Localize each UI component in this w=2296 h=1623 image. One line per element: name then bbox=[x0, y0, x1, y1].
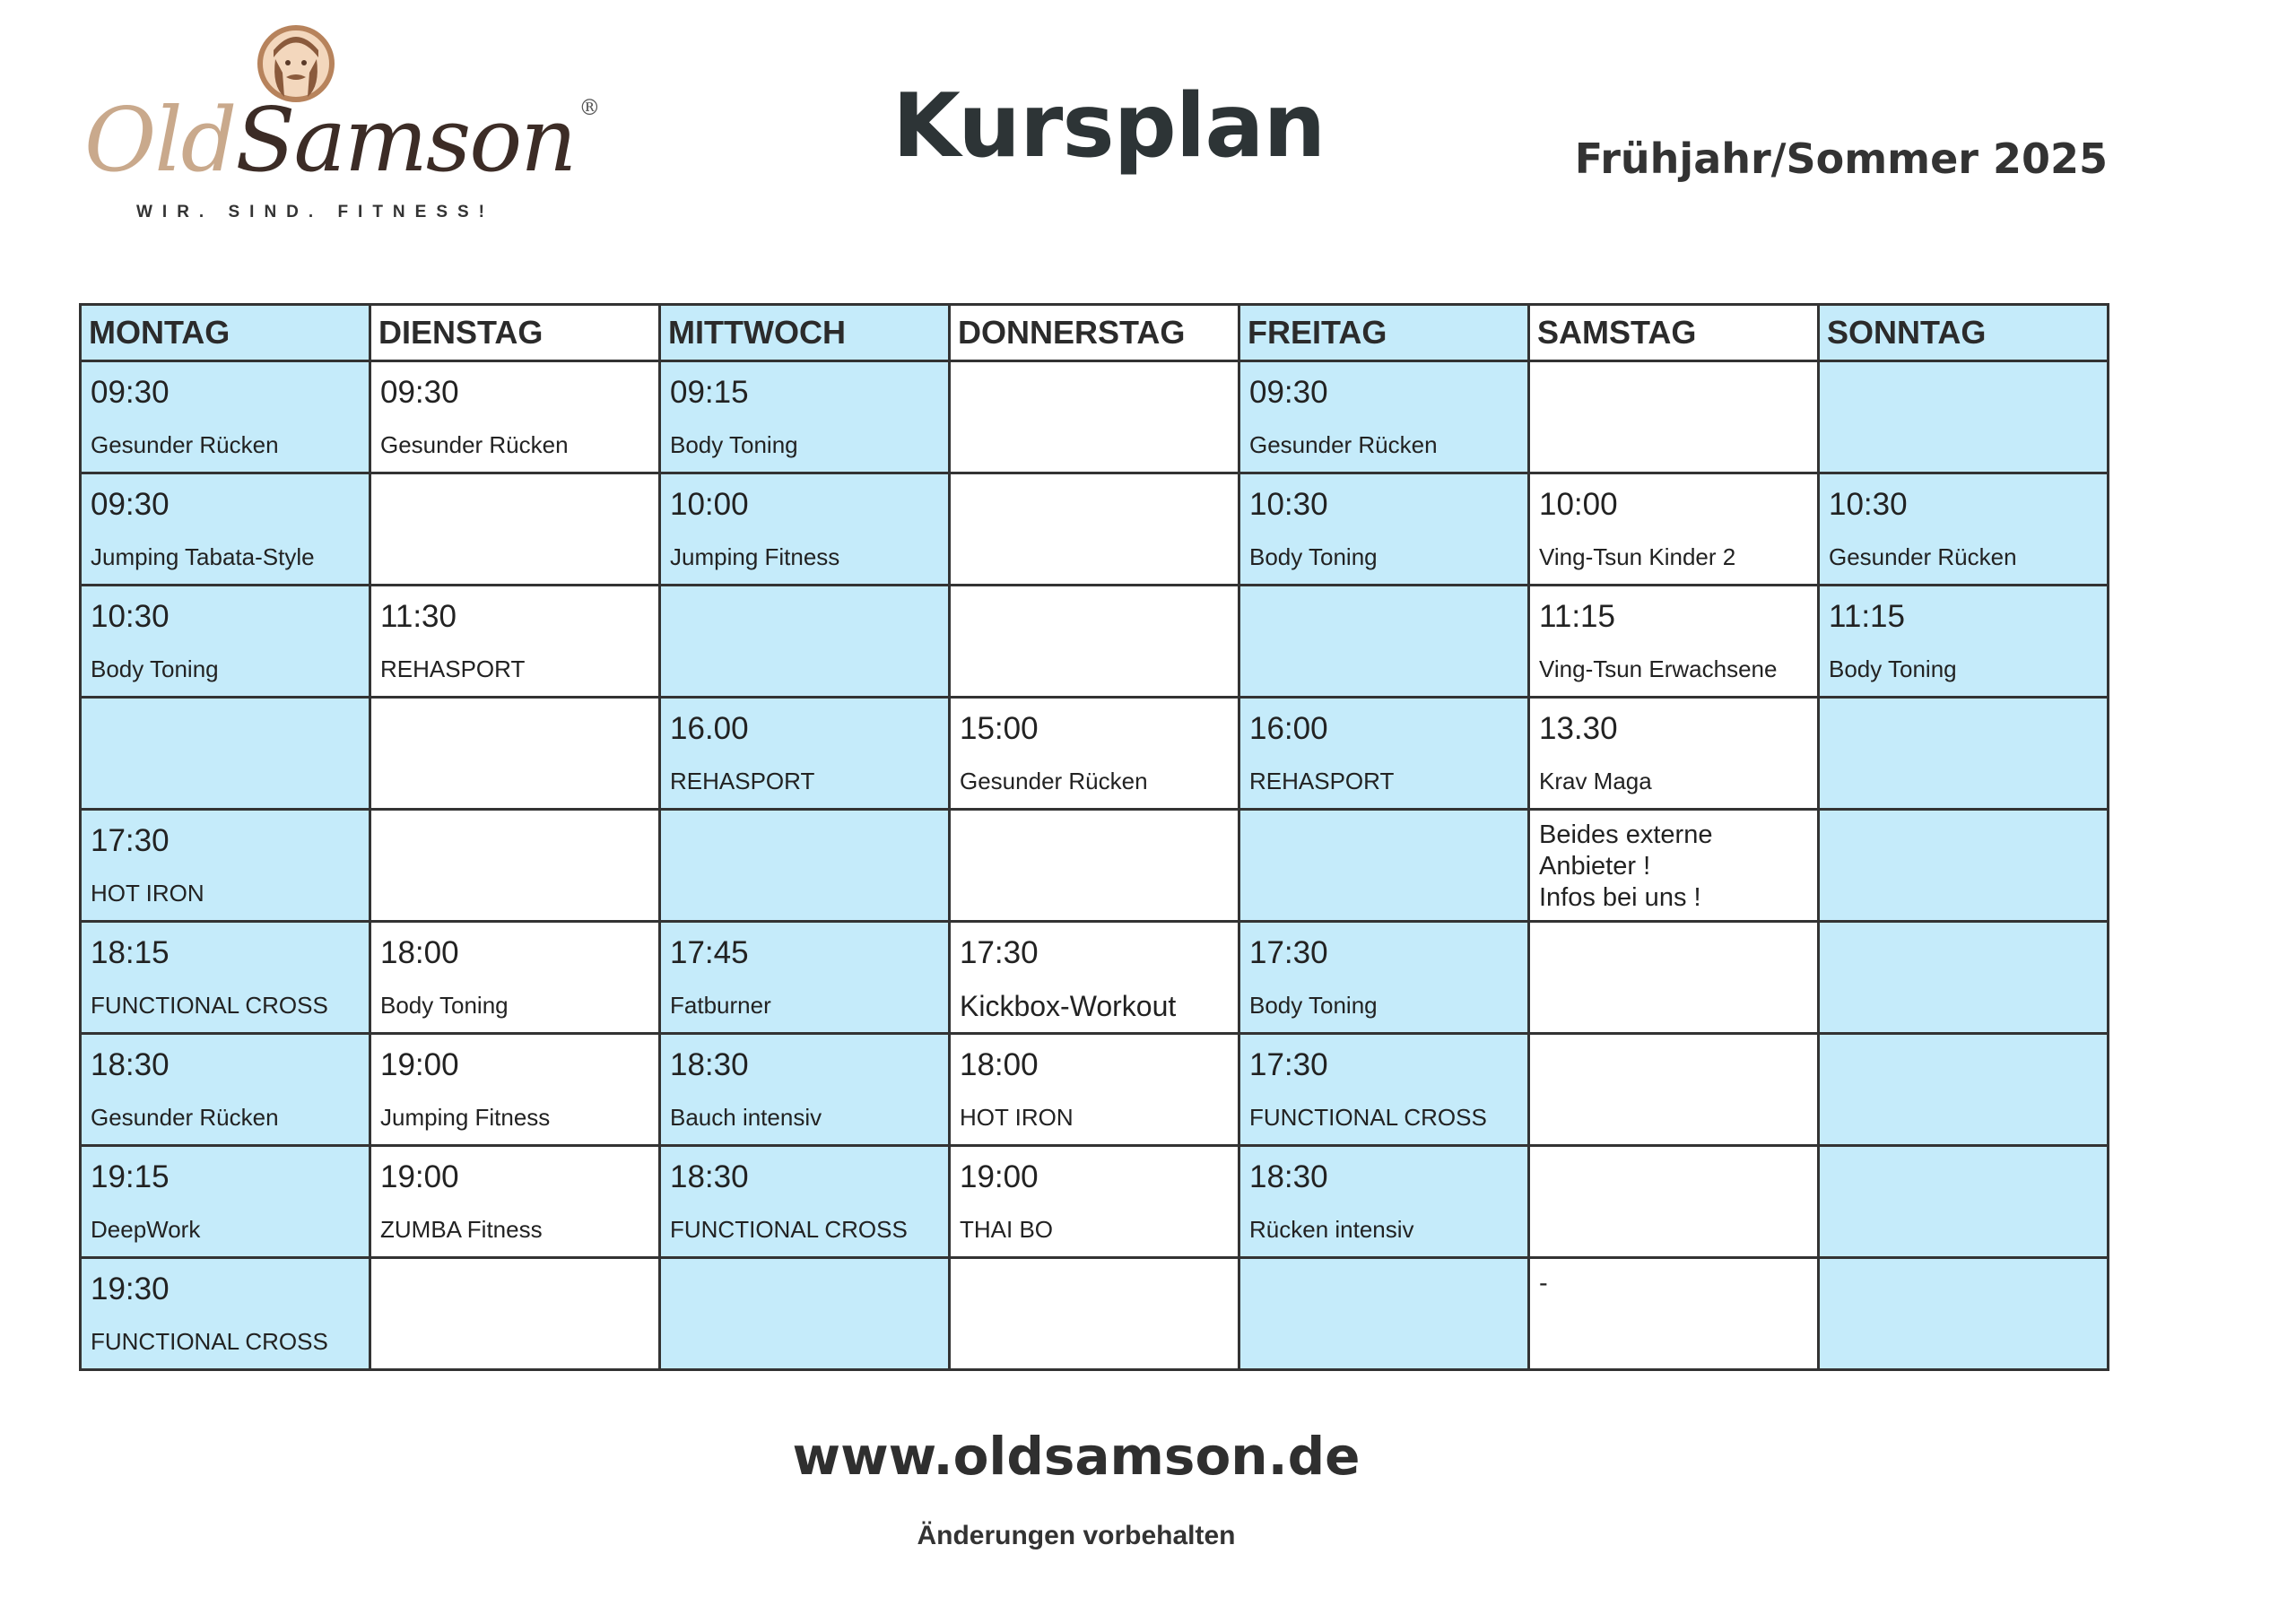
course-time: 10:00 bbox=[670, 487, 749, 522]
schedule-cell bbox=[1529, 473, 1819, 586]
day-header: SONNTAG bbox=[1819, 305, 2109, 361]
course-name: REHASPORT bbox=[380, 655, 526, 682]
schedule-cell bbox=[370, 810, 660, 922]
schedule-cell bbox=[1819, 1146, 2109, 1258]
course-time: 18:15 bbox=[91, 935, 170, 970]
schedule-body bbox=[81, 361, 2109, 1370]
brand-old: Old bbox=[84, 90, 236, 192]
schedule-row bbox=[81, 698, 2109, 810]
course-name: Fatburner bbox=[670, 992, 771, 1019]
course-time: 09:30 bbox=[91, 487, 170, 522]
schedule-cell bbox=[1529, 586, 1819, 698]
course-name: Gesunder Rücken bbox=[91, 431, 279, 458]
schedule-row bbox=[81, 1034, 2109, 1146]
course-time: 17:30 bbox=[91, 823, 170, 858]
schedule-cell bbox=[1239, 810, 1529, 922]
course-name: Body Toning bbox=[380, 992, 509, 1019]
schedule-cell bbox=[81, 473, 370, 586]
course-name: FUNCTIONAL CROSS bbox=[1249, 1104, 1487, 1131]
course-time: 10:30 bbox=[1829, 487, 1908, 522]
course-name: Body Toning bbox=[1249, 992, 1378, 1019]
course-name: Gesunder Rücken bbox=[960, 768, 1148, 794]
course-time: 09:15 bbox=[670, 375, 749, 410]
schedule-cell bbox=[370, 698, 660, 810]
course-name: Kickbox-Workout bbox=[960, 990, 1177, 1022]
note-line: Anbieter ! bbox=[1539, 851, 1651, 881]
course-name: HOT IRON bbox=[960, 1104, 1074, 1131]
schedule-cell bbox=[1819, 1258, 2109, 1370]
schedule-cell bbox=[1239, 473, 1529, 586]
schedule-cell bbox=[1529, 361, 1819, 473]
schedule-cell bbox=[1239, 1034, 1529, 1146]
day-header-row bbox=[81, 305, 2109, 361]
course-time: 19:00 bbox=[380, 1159, 459, 1194]
schedule-cell bbox=[660, 1258, 950, 1370]
schedule-cell bbox=[1819, 810, 2109, 922]
schedule-cell bbox=[950, 361, 1239, 473]
schedule-cell bbox=[1819, 698, 2109, 810]
schedule-cell bbox=[1239, 361, 1529, 473]
schedule-cell bbox=[950, 473, 1239, 586]
schedule-cell bbox=[1239, 586, 1529, 698]
schedule-cell bbox=[370, 1146, 660, 1258]
schedule-row bbox=[81, 1258, 2109, 1370]
schedule-cell bbox=[370, 361, 660, 473]
logo-slogan: WIR. SIND. FITNESS! bbox=[136, 203, 494, 221]
schedule-cell bbox=[660, 473, 950, 586]
course-time: 09:30 bbox=[91, 375, 170, 410]
schedule-cell bbox=[81, 1146, 370, 1258]
schedule-cell bbox=[660, 586, 950, 698]
course-time: 11:15 bbox=[1539, 599, 1615, 634]
course-name: THAI BO bbox=[960, 1216, 1054, 1243]
schedule-cell bbox=[950, 1034, 1239, 1146]
course-time: 18:00 bbox=[380, 935, 459, 970]
course-time: 13.30 bbox=[1539, 711, 1618, 746]
page-title: Kursplan bbox=[892, 75, 1326, 178]
schedule-cell bbox=[1819, 922, 2109, 1034]
course-time: 17:30 bbox=[960, 935, 1039, 970]
schedule-cell bbox=[370, 473, 660, 586]
course-name: DeepWork bbox=[91, 1216, 201, 1243]
schedule-row bbox=[81, 586, 2109, 698]
day-header: MONTAG bbox=[81, 305, 370, 361]
schedule-cell bbox=[1819, 1034, 2109, 1146]
schedule-cell bbox=[81, 586, 370, 698]
course-name: Jumping Tabata-Style bbox=[91, 543, 315, 570]
registered-mark: ® bbox=[578, 95, 599, 120]
course-name: Body Toning bbox=[1249, 543, 1378, 570]
schedule-cell bbox=[1239, 698, 1529, 810]
course-name: Rücken intensiv bbox=[1249, 1216, 1414, 1243]
schedule-cell bbox=[660, 1034, 950, 1146]
course-time: 19:00 bbox=[380, 1047, 459, 1082]
schedule-cell bbox=[1529, 922, 1819, 1034]
schedule-cell bbox=[370, 1034, 660, 1146]
day-header: DONNERSTAG bbox=[950, 305, 1239, 361]
course-name: Krav Maga bbox=[1539, 768, 1652, 794]
course-name: Gesunder Rücken bbox=[380, 431, 569, 458]
course-time: 17:45 bbox=[670, 935, 749, 970]
course-name: Ving-Tsun Kinder 2 bbox=[1539, 543, 1736, 570]
course-schedule-table bbox=[79, 303, 2109, 1371]
day-header: MITTWOCH bbox=[660, 305, 950, 361]
schedule-cell bbox=[1239, 1146, 1529, 1258]
note-line: Infos bei uns ! bbox=[1539, 882, 1701, 912]
disclaimer-text: Änderungen vorbehalten bbox=[917, 1521, 1236, 1550]
schedule-cell bbox=[370, 1258, 660, 1370]
course-name: Gesunder Rücken bbox=[1829, 543, 2017, 570]
schedule-cell bbox=[660, 698, 950, 810]
schedule-cell bbox=[370, 586, 660, 698]
schedule-cell bbox=[950, 1258, 1239, 1370]
schedule-cell bbox=[1819, 586, 2109, 698]
schedule-cell bbox=[370, 922, 660, 1034]
schedule-cell bbox=[81, 1258, 370, 1370]
course-name: Jumping Fitness bbox=[670, 543, 840, 570]
course-name: Body Toning bbox=[670, 431, 798, 458]
course-time: 16.00 bbox=[670, 711, 749, 746]
course-name: Bauch intensiv bbox=[670, 1104, 822, 1131]
website-url[interactable]: www.oldsamson.de bbox=[792, 1426, 1361, 1487]
schedule-cell bbox=[950, 1146, 1239, 1258]
day-header: SAMSTAG bbox=[1529, 305, 1819, 361]
course-time: 18:00 bbox=[960, 1047, 1039, 1082]
course-time: 19:30 bbox=[91, 1271, 170, 1306]
course-time: 18:30 bbox=[91, 1047, 170, 1082]
course-time: 09:30 bbox=[1249, 375, 1328, 410]
course-name: Body Toning bbox=[1829, 655, 1957, 682]
note-line: Beides externe bbox=[1539, 820, 1713, 849]
course-time: 18:30 bbox=[670, 1159, 749, 1194]
course-time: 10:30 bbox=[1249, 487, 1328, 522]
course-time: 10:30 bbox=[91, 599, 170, 634]
course-name: Jumping Fitness bbox=[380, 1104, 551, 1131]
schedule-cell bbox=[81, 361, 370, 473]
schedule-cell bbox=[81, 922, 370, 1034]
season-label: Frühjahr/Sommer 2025 bbox=[1574, 135, 2108, 183]
schedule-cell bbox=[660, 361, 950, 473]
brand-wordmark bbox=[84, 90, 599, 192]
course-name: FUNCTIONAL CROSS bbox=[91, 1328, 328, 1355]
schedule-cell bbox=[81, 1034, 370, 1146]
schedule-cell bbox=[81, 698, 370, 810]
course-name: REHASPORT bbox=[670, 768, 815, 794]
schedule-cell bbox=[1239, 922, 1529, 1034]
schedule-cell bbox=[1529, 1146, 1819, 1258]
schedule-cell bbox=[950, 922, 1239, 1034]
schedule-cell bbox=[660, 810, 950, 922]
course-time: 15:00 bbox=[960, 711, 1039, 746]
schedule-cell bbox=[950, 698, 1239, 810]
schedule-cell bbox=[81, 810, 370, 922]
schedule-row bbox=[81, 473, 2109, 586]
course-name: ZUMBA Fitness bbox=[380, 1216, 543, 1243]
course-time: 09:30 bbox=[380, 375, 459, 410]
schedule-row bbox=[81, 1146, 2109, 1258]
course-time: 11:15 bbox=[1829, 599, 1905, 634]
course-time: 10:00 bbox=[1539, 487, 1618, 522]
schedule-row bbox=[81, 361, 2109, 473]
cell-note bbox=[1539, 820, 1712, 913]
schedule-cell bbox=[1819, 361, 2109, 473]
schedule-cell bbox=[1529, 698, 1819, 810]
schedule-cell bbox=[950, 586, 1239, 698]
day-header: DIENSTAG bbox=[370, 305, 660, 361]
course-name: REHASPORT bbox=[1249, 768, 1395, 794]
course-name: FUNCTIONAL CROSS bbox=[91, 992, 328, 1019]
course-name: Ving-Tsun Erwachsene bbox=[1539, 655, 1778, 682]
course-time: 18:30 bbox=[1249, 1159, 1328, 1194]
course-name: HOT IRON bbox=[91, 880, 204, 907]
course-name: Gesunder Rücken bbox=[1249, 431, 1438, 458]
schedule-row bbox=[81, 922, 2109, 1034]
schedule-cell bbox=[1529, 810, 1819, 922]
schedule-cell bbox=[1819, 473, 2109, 586]
course-time: 11:30 bbox=[380, 599, 457, 634]
course-time: 17:30 bbox=[1249, 1047, 1328, 1082]
schedule-row bbox=[81, 810, 2109, 922]
schedule-cell bbox=[950, 810, 1239, 922]
course-name: FUNCTIONAL CROSS bbox=[670, 1216, 908, 1243]
schedule-cell bbox=[1529, 1258, 1819, 1370]
course-time: 18:30 bbox=[670, 1047, 749, 1082]
course-time: 19:00 bbox=[960, 1159, 1039, 1194]
course-time: 19:15 bbox=[91, 1159, 170, 1194]
brand-samson: Samson bbox=[235, 90, 576, 192]
day-header: FREITAG bbox=[1239, 305, 1529, 361]
note-line: - bbox=[1539, 1269, 1548, 1298]
cell-note bbox=[1539, 1268, 1548, 1299]
old-samson-logo bbox=[81, 18, 599, 233]
schedule-cell bbox=[660, 1146, 950, 1258]
course-time: 17:30 bbox=[1249, 935, 1328, 970]
course-time: 16:00 bbox=[1249, 711, 1328, 746]
course-name: Body Toning bbox=[91, 655, 219, 682]
schedule-cell bbox=[660, 922, 950, 1034]
schedule-cell bbox=[1239, 1258, 1529, 1370]
schedule-cell bbox=[1529, 1034, 1819, 1146]
course-name: Gesunder Rücken bbox=[91, 1104, 279, 1131]
